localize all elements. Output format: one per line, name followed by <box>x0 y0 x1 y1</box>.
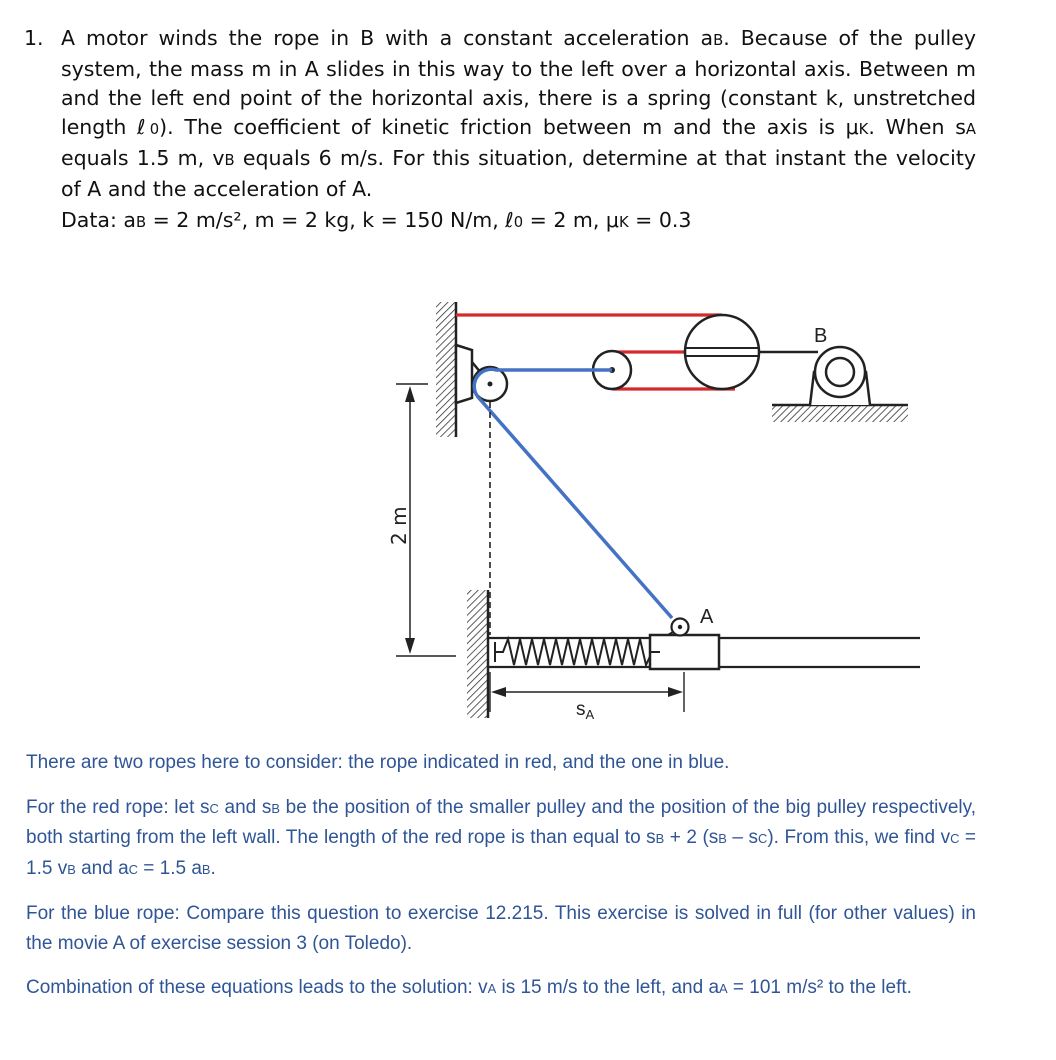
solution-result: Combination of these equations leads to the solution: vA is 15 m/s to the left, and aA = 101 m/s² to the left. <box>26 977 912 998</box>
solution-blue-rope: For the blue rope: Compare this question to exercise 12.215. This exercise is solved in full (for other values) in the movie A of exercise session 3 (on Toledo). <box>26 903 976 954</box>
problem-data: Data: aB = 2 m/s², m = 2 kg, k = 150 N/m, ℓ0 = 2 m, μK = 0.3 <box>61 208 692 232</box>
solution-intro: There are two ropes here to consider: the rope indicated in red, and the one in blue. <box>26 752 730 773</box>
blue-rope <box>474 369 672 618</box>
problem-number: 1. <box>24 26 44 50</box>
upper-wall <box>436 302 456 437</box>
problem-statement <box>24 24 976 237</box>
motor-ground <box>772 405 908 422</box>
spring <box>495 639 652 665</box>
pulley-system-figure <box>380 290 920 730</box>
label-a: A <box>700 606 714 628</box>
solution-red-rope: For the red rope: let sC and sB be the position of the smaller pulley and the position of the big pulley respectively, both starting from the left wall. The length of the red rope is than equal to sB + 2 (sB – sC). From this, we find vC = 1.5 vB and aC = 1.5 aB. <box>26 796 977 879</box>
big-pulley <box>685 315 818 389</box>
lower-wall <box>467 590 488 718</box>
label-sa: $s_A$ <box>576 699 595 722</box>
solution-notes <box>26 748 976 1019</box>
motor <box>810 347 870 405</box>
label-height: 2 m <box>387 506 411 545</box>
problem-text: A motor winds the rope in B with a constant acceleration aB. Because of the pulley system, the mass m in A slides in this way to the left over a horizontal axis. Between m and the left end point of the horizontal axis, there is a spring (constant k, unstretched length ℓ0). The coefficient of kinetic friction between m and the axis is μK. When sA equals 1.5 m, vB equals 6 m/s. For this situation, determine at that instant the velocity of A and the acceleration of A. <box>61 26 976 201</box>
label-b: B <box>814 325 828 347</box>
sa-dimension <box>490 672 684 712</box>
